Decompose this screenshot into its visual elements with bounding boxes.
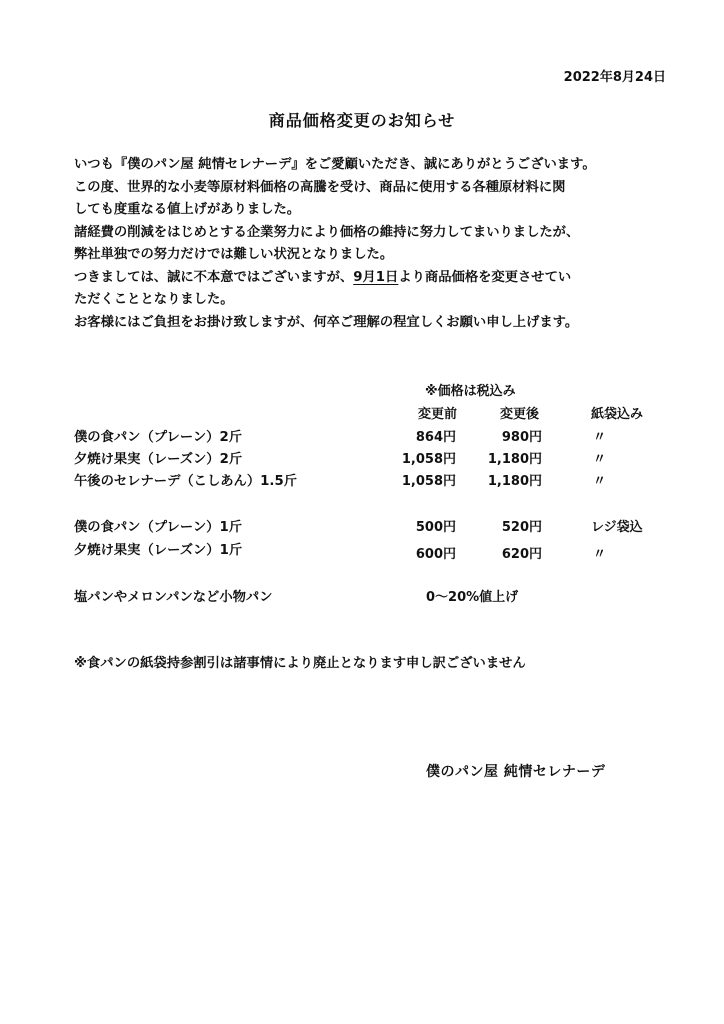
body-line-4: 諸経費の削減をはじめとする企業努力により価格の維持に努力してまいりましたが、 [74,224,580,240]
small-bread-name: 塩パンやメロンパンなど小物パン [74,590,273,605]
price-before: 500円 [415,520,456,535]
small-bread-change: 0～20%値上げ [426,590,519,605]
price-after: 620円 [501,547,542,562]
price-after: 1,180円 [487,474,542,489]
notice-body [74,154,596,334]
product-name: 僕の食パン（プレーン）2斤 [74,430,243,445]
effective-date: 9月1日 [353,269,399,285]
bag-type: レジ袋込 [591,520,643,535]
price-before: 1,058円 [401,474,456,489]
price-after: 1,180円 [487,452,542,467]
notice-title: 商品価格変更のお知らせ [268,111,456,130]
shop-name: 僕のパン屋 純情セレナーデ [426,764,606,780]
price-before: 1,058円 [401,452,456,467]
body-line-6 [74,267,596,290]
product-name: 僕の食パン（プレーン）1斤 [74,520,243,535]
price-after: 520円 [501,520,542,535]
body-line-2: この度、世界的な小麦等原材料価格の高騰を受け、商品に使用する各種原材料に関 [74,179,566,195]
body-line-1: いつも『僕のパン屋 純情セレナーデ』をご愛顧いただき、誠にありがとうございます。 [74,157,596,172]
product-name: 夕焼け果実（レーズン）2斤 [74,452,243,467]
tax-note: ※価格は税込み [425,384,516,399]
bag-type: 〃 [593,430,607,445]
body-line-6-post: より商品価格を変更させてい [398,269,572,285]
header-bag: 紙袋込み [591,407,644,422]
body-line-6-pre: つきましては、誠に不本意ではございますが、 [74,269,354,285]
bag-type: 〃 [593,452,607,467]
discount-notice: ※食パンの紙袋持参割引は諸事情により廃止となります申し訳ございません [74,656,526,671]
body-line-5: 弊社単独での努力だけでは難しい状況となりました。 [74,247,394,262]
bag-type: 〃 [593,547,607,562]
header-after: 変更後 [500,407,540,422]
product-name: 夕焼け果実（レーズン）1斤 [74,543,243,558]
price-before: 600円 [415,547,456,562]
header-before: 変更前 [418,407,458,422]
price-before: 864円 [415,430,456,445]
notice-date: 2022年8月24日 [563,70,666,85]
body-line-8: お客様にはご負担をお掛け致しますが、何卒ご理解の程宜しくお願い申し上げます。 [74,314,579,330]
body-line-3: しても度重なる値上げがありました。 [74,202,301,217]
product-name: 午後のセレナーデ（こしあん）1.5斤 [74,474,298,489]
bag-type: 〃 [593,474,607,489]
price-after: 980円 [501,430,542,445]
body-line-7: ただくこととなりました。 [74,292,234,307]
